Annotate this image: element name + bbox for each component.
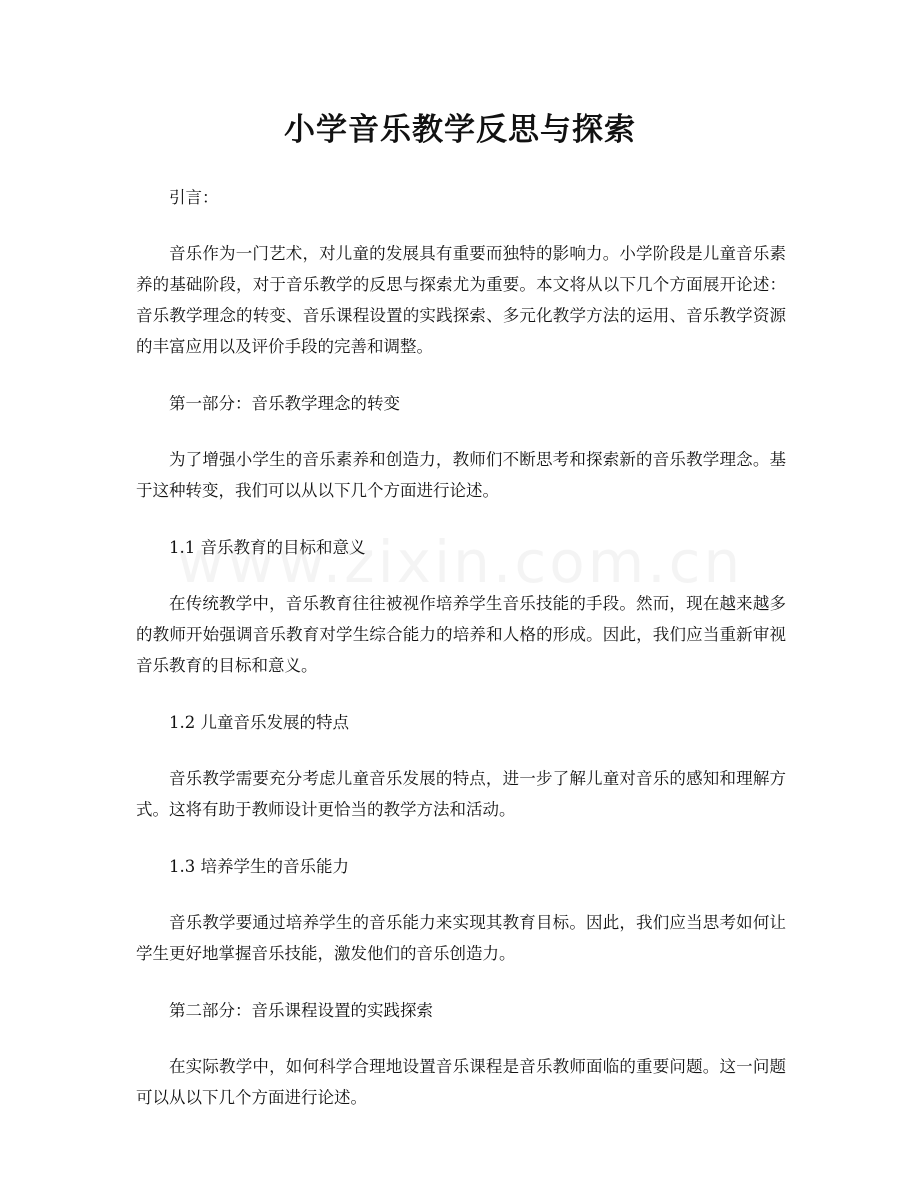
intro-heading: 引言： bbox=[169, 188, 219, 207]
subsection-1-3-paragraph: 音乐教学要通过培养学生的音乐能力来实现其教育目标。因此，我们应当思考如何让学生更好地掌握音乐技能，激发他们的音乐创造力。 bbox=[136, 913, 786, 963]
intro-paragraph: 音乐作为一门艺术，对儿童的发展具有重要而独特的影响力。小学阶段是儿童音乐素养的基础阶段，对于音乐教学的反思与探索尤为重要。本文将从以下几个方面展开论述：音乐教学理念的转变、音乐课程设置的实践探索、多元化教学方法的运用、音乐教学资源的丰富应用以及评价手段的完善和调整。 bbox=[136, 244, 786, 356]
section-2-paragraph: 在实际教学中，如何科学合理地设置音乐课程是音乐教师面临的重要问题。这一问题可以从以下几个方面进行论述。 bbox=[136, 1057, 786, 1107]
section-1-paragraph: 为了增强小学生的音乐素养和创造力，教师们不断思考和探索新的音乐教学理念。基于这种转变，我们可以从以下几个方面进行论述。 bbox=[136, 450, 786, 500]
subsection-1-3-heading: 1.3 培养学生的音乐能力 bbox=[169, 857, 349, 876]
subsection-1-2-heading: 1.2 儿童音乐发展的特点 bbox=[169, 713, 349, 732]
section-1-heading: 第一部分：音乐教学理念的转变 bbox=[169, 394, 400, 413]
subsection-1-1-paragraph: 在传统教学中，音乐教育往往被视作培养学生音乐技能的手段。然而，现在越来越多的教师开始强调音乐教育对学生综合能力的培养和人格的形成。因此，我们应当重新审视音乐教育的目标和意义。 bbox=[136, 594, 786, 675]
subsection-1-1-heading: 1.1 音乐教育的目标和意义 bbox=[169, 538, 366, 557]
document-title: 小学音乐教学反思与探索 bbox=[284, 112, 636, 148]
section-2-heading: 第二部分：音乐课程设置的实践探索 bbox=[169, 1001, 433, 1020]
subsection-1-2-paragraph: 音乐教学需要充分考虑儿童音乐发展的特点，进一步了解儿童对音乐的感知和理解方式。这将有助于教师设计更恰当的教学方法和活动。 bbox=[136, 769, 786, 819]
document-body bbox=[136, 182, 786, 1139]
